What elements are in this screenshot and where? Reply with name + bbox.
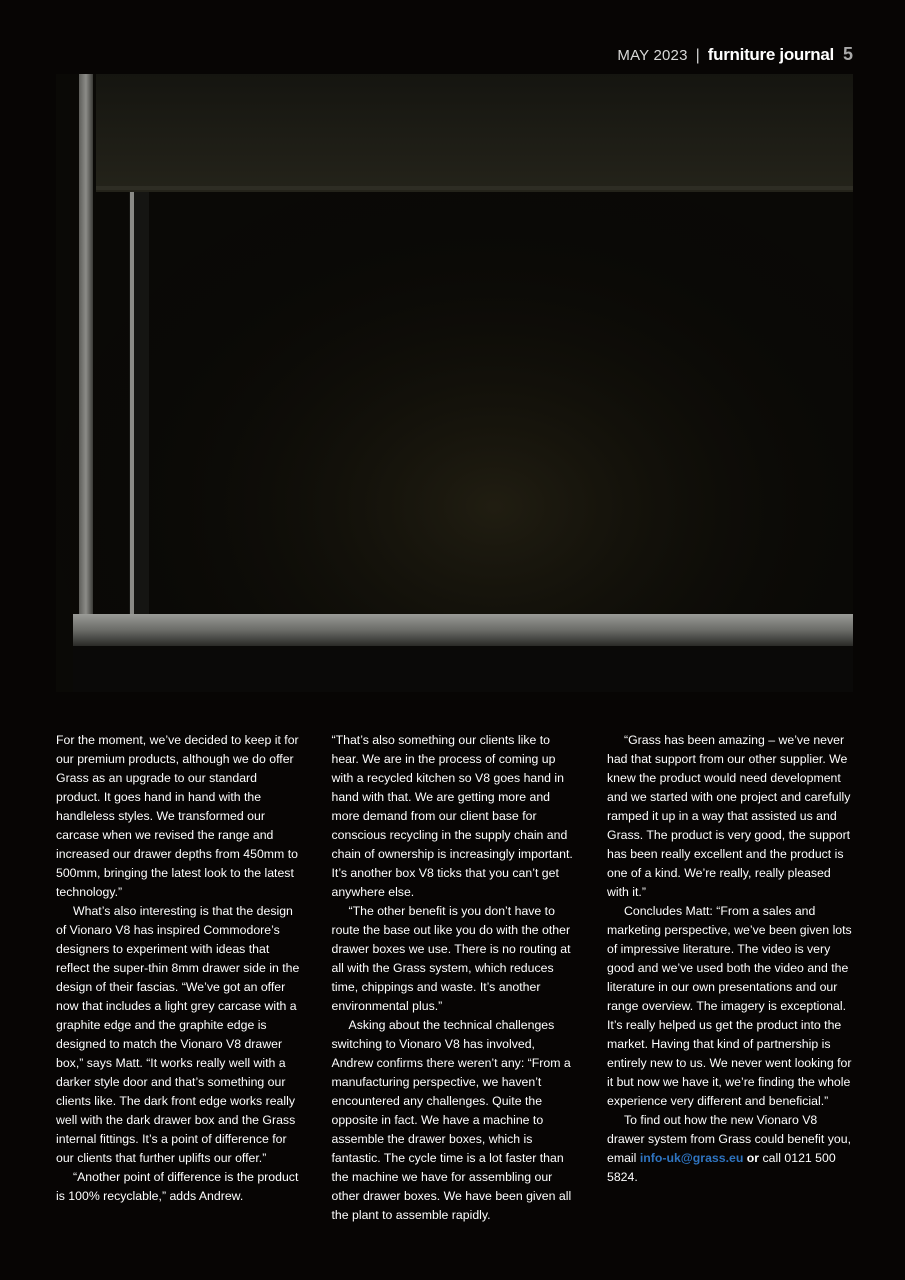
paragraph: Concludes Matt: “From a sales and marketing perspective, we’ve been given lots of impressive literature. The video is very good and we’ve used both the video and the literature in our own presentations and our range overview. The imagery is exceptional. It’s really helped us get the product into the market. Having that kind of partnership is entirely new to us. We never went looking for it but now we have it, we’re finding the whole experience very different and beneficial.” bbox=[607, 904, 852, 1108]
page-header bbox=[617, 44, 853, 65]
closing-tail: call 0121 500 5824. bbox=[607, 1151, 836, 1184]
drawer-bottom-edge bbox=[73, 614, 853, 646]
paragraph: “The other benefit is you don’t have to route the base out like you do with the other drawer boxes we use. There is no routing at all with the Grass system, which reduces time, chippings and waste. It’s another environmental plus.” bbox=[331, 904, 571, 1013]
carcase-side-edge bbox=[79, 74, 93, 619]
article-column-2 bbox=[332, 731, 578, 1225]
drawer-photo-illustration bbox=[56, 74, 853, 692]
issue-date: MAY 2023 bbox=[617, 47, 688, 64]
email-link[interactable]: info-uk@grass.eu bbox=[639, 1151, 744, 1165]
paragraph: “Another point of difference is the product is 100% recyclable,” adds Andrew. bbox=[56, 1170, 299, 1203]
drawer-top-panel bbox=[96, 74, 853, 192]
paragraph: “That’s also something our clients like to hear. We are in the process of coming up with a recycled kitchen so V8 goes hand in hand with that. We are getting more and more demand from our client base for conscious recycling in the supply chain and chain of ownership is increasingly important. It’s another box V8 ticks that you can’t get anywhere else. bbox=[331, 733, 573, 899]
paragraph: “Grass has been amazing – we’ve never had that support from our other supplier. We knew the product would need development and we started with one project and carefully ramped it up in a way that assisted us and Grass. The product is very good, the support has been really excellent and the product is one of a kind. We’re really, really pleased with it.” bbox=[607, 733, 851, 899]
closing-paragraph bbox=[607, 1111, 853, 1187]
drawer-side-edge bbox=[130, 192, 134, 614]
article-column-1 bbox=[56, 731, 302, 1225]
paragraph: What’s also interesting is that the design of Vionaro V8 has inspired Commodore’s designers to experiment with ideas that reflect the super-thin 8mm drawer side in the design of their fascias. “We’ve got an offer now that includes a light grey carcase with a graphite edge and the graphite edge is designed to match the Vionaro V8 drawer box,” says Matt. “It works really well with a darker style door and that’s something our clients like. The dark front edge works really well with the dark drawer box and the Grass internal fittings. It’s a point of difference for our clients that further uplifts our offer.” bbox=[56, 904, 300, 1165]
article-column-3 bbox=[607, 731, 853, 1225]
kitchen-drawer-photo bbox=[56, 74, 853, 692]
closing-lead: To find out how the new Vionaro V8 drawer system from Grass could benefit you, email bbox=[607, 1113, 851, 1165]
page-number: 5 bbox=[842, 44, 853, 64]
paragraph: Asking about the technical challenges switching to Vionaro V8 has involved, Andrew confirms there weren’t any: “From a manufacturing perspective, we haven’t encountered any challenges. Quite the opposite in fact. We have a machine to assemble the drawer boxes, which is fantastic. The cycle time is a lot faster than the machine we have for assembling our other drawer boxes. We have been given all the plant to assemble rapidly. bbox=[331, 1018, 572, 1222]
closing-or: or bbox=[746, 1151, 760, 1165]
paragraph: For the moment, we’ve decided to keep it for our premium products, although we do offer Grass as an upgrade to our standard product. It goes hand in hand with the handleless styles. We transformed our carcase when we revised the range and increased our drawer depths from 450mm to 500mm, bringing the latest look to the latest technology.” bbox=[56, 733, 299, 899]
article-columns bbox=[56, 731, 853, 1225]
journal-title: furniture journal bbox=[707, 45, 834, 64]
header-separator: | bbox=[695, 47, 700, 64]
